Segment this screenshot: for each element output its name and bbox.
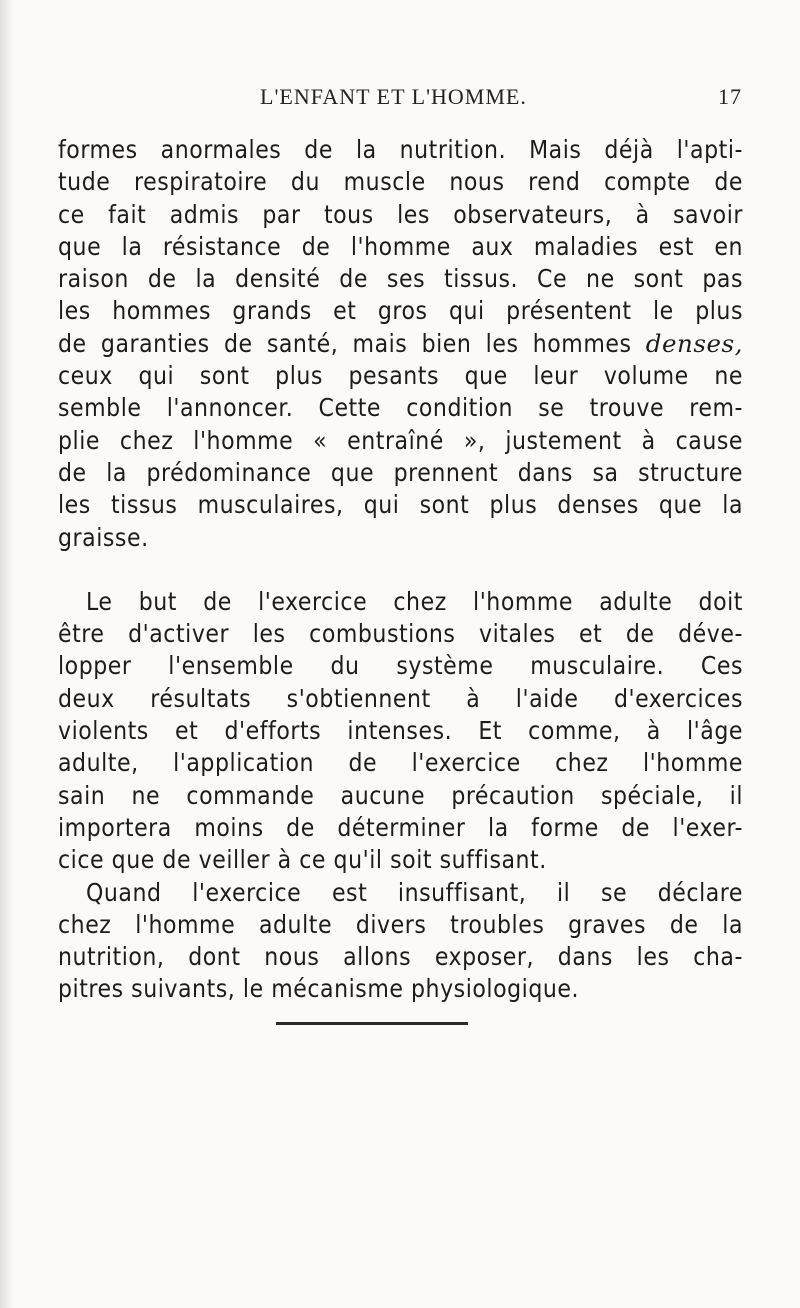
text-line: lopper l'ensemble du système musculaire. Ces bbox=[58, 651, 743, 681]
paragraph-2 bbox=[58, 586, 743, 877]
text-line: chez l'homme adulte divers troubles graves de la bbox=[58, 909, 743, 939]
text-segment: de garanties de santé, mais bien les hommes bbox=[58, 328, 632, 358]
text-line: importera moins de déterminer la forme de l'exer- bbox=[58, 812, 743, 842]
text-line: Le but de l'exercice chez l'homme adulte doit bbox=[86, 586, 743, 616]
text-line: formes anormales de la nutrition. Mais déjà l'apti- bbox=[58, 135, 743, 164]
page-edge-shadow bbox=[0, 0, 14, 1308]
body-text bbox=[58, 134, 743, 1006]
text-line: être d'activer les combustions vitales et de déve- bbox=[58, 619, 743, 649]
text-line: sain ne commande aucune précaution spéciale, il bbox=[58, 780, 743, 810]
page-number: 17 bbox=[718, 84, 742, 109]
text-line: deux résultats s'obtiennent à l'aide d'exercices bbox=[58, 683, 743, 713]
text-line: les tissus musculaires, qui sont plus denses que la bbox=[58, 490, 743, 520]
text-line: raison de la densité de ses tissus. Ce ne sont pas bbox=[58, 264, 743, 294]
text-line: pitres suivants, le mécanisme physiologique. bbox=[58, 974, 580, 1004]
text-line-with-emphasis bbox=[58, 328, 743, 360]
text-line: semble l'annoncer. Cette condition se trouve rem- bbox=[58, 393, 743, 423]
text-line: que la résistance de l'homme aux maladies est en bbox=[58, 231, 743, 261]
text-line: plie chez l'homme « entraîné », justement à cause bbox=[58, 425, 743, 455]
emphasized-word: denses, bbox=[645, 328, 743, 358]
text-line: Quand l'exercice est insuffisant, il se déclare bbox=[86, 877, 743, 907]
paragraph-1 bbox=[58, 134, 743, 554]
text-line: graisse. bbox=[58, 522, 149, 552]
paragraph-3 bbox=[58, 877, 743, 1006]
text-line: ce fait admis par tous les observateurs, à savoir bbox=[58, 199, 743, 229]
running-title: L'ENFANT ET L'HOMME. bbox=[260, 84, 527, 109]
page-header bbox=[62, 84, 762, 116]
text-line: de la prédominance que prennent dans sa structure bbox=[58, 457, 743, 487]
text-line: violents et d'efforts intenses. Et comme, à l'âge bbox=[58, 716, 743, 746]
text-line: tude respiratoire du muscle nous rend compte de bbox=[58, 167, 743, 197]
paragraph-spacer bbox=[58, 554, 743, 586]
text-line: ceux qui sont plus pesants que leur volume ne bbox=[58, 361, 743, 391]
section-divider-rule bbox=[276, 1022, 468, 1025]
text-line: cice que de veiller à ce qu'il soit suffisant. bbox=[58, 845, 547, 875]
text-line: adulte, l'application de l'exercice chez l'homme bbox=[58, 748, 743, 778]
text-line: les hommes grands et gros qui présentent le plus bbox=[58, 296, 743, 326]
text-line: nutrition, dont nous allons exposer, dans les cha- bbox=[58, 942, 743, 972]
